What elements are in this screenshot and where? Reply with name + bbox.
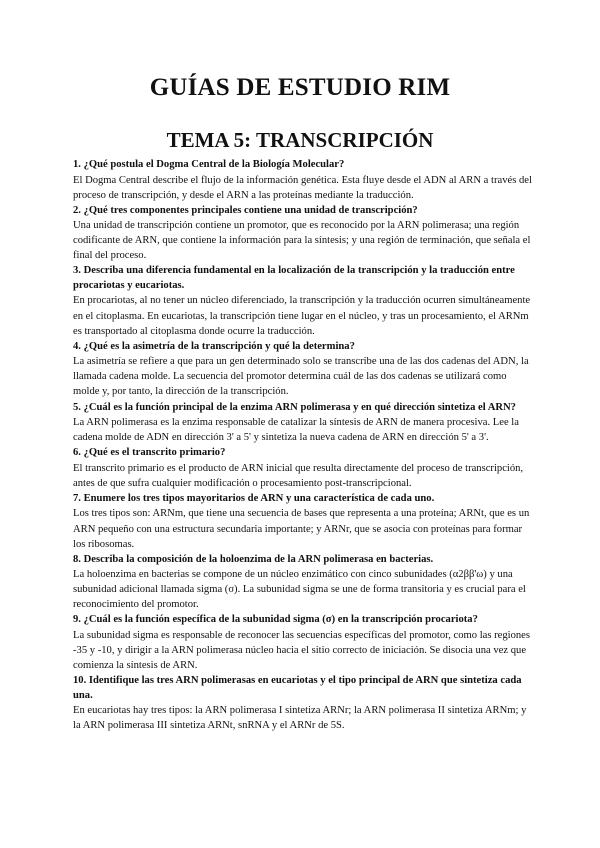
qa-item-9 xyxy=(73,613,535,673)
question: 5. ¿Cuál es la función principal de la enzima ARN polimerasa y en qué dirección sintetiza el ARN? xyxy=(73,401,516,413)
question: 4. ¿Qué es la asimetría de la transcripción y qué la determina? xyxy=(73,340,355,352)
question: 10. Identifique las tres ARN polimerasas en eucariotas y el tipo principal de ARN que sintetiza cada una. xyxy=(73,675,522,701)
document-title: GUÍAS DE ESTUDIO RIM xyxy=(149,74,451,101)
question: 3. Describa una diferencia fundamental en la localización de la transcripción y la traducción entre procariotas y eucariotas. xyxy=(73,265,515,291)
answer: Una unidad de transcripción contiene un promotor, que es reconocido por la ARN polimerasa; una región codificante de ARN, que contiene la información para la síntesis; y una región de terminación, que señala el final del proceso. xyxy=(73,220,531,262)
answer: Los tres tipos son: ARNm, que tiene una secuencia de bases que representa a una proteína; ARNt, que es un ARN pequeño con una estructura secundaria importante; y ARNr, que se asocia con proteínas para formar los ribosomas. xyxy=(73,508,530,550)
qa-list xyxy=(73,158,535,734)
qa-item-3 xyxy=(73,264,535,338)
answer: En eucariotas hay tres tipos: la ARN polimerasa I sintetiza ARNr; la ARN polimerasa II sintetiza ARNm; y la ARN polimerasa III sintetiza ARNt, snRNA y el ARNr de 5S. xyxy=(73,705,527,732)
answer: La asimetría se refiere a que para un gen determinado solo se transcribe una de las dos cadenas del ADN, la llamada cadena molde. La secuencia del promotor determina cuál de las dos cadenas se utilizará como molde y, por tanto, la dirección de la transcripción. xyxy=(73,356,529,398)
qa-item-6 xyxy=(73,446,535,491)
answer: La subunidad sigma es responsable de reconocer las secuencias específicas del promotor, como las regiones -35 y -10, y dirigir a la ARN polimerasa núcleo hacia el sitio correcto de iniciación. Se disocia una vez que comienza la síntesis de ARN. xyxy=(73,629,531,672)
qa-item-8 xyxy=(73,553,535,613)
answer: La ARN polimerasa es la enzima responsable de catalizar la síntesis de ARN de manera procesiva. Lee la cadena molde de ADN en dirección 3' a 5' y sintetiza la nueva cadena de ARN en dirección 5' a 3'. xyxy=(73,417,519,444)
question: 8. Describa la composición de la holoenzima de la ARN polimerasa en bacterias. xyxy=(73,553,434,565)
question: 6. ¿Qué es el transcrito primario? xyxy=(73,447,226,459)
qa-item-7 xyxy=(73,492,535,552)
answer: En procariotas, al no tener un núcleo diferenciado, la transcripción y la traducción ocurren simultáneamente en el citoplasma. En eucariotas, la transcripción tiene lugar en el núcleo, y tras un procesamiento, el ARNm es transportado al citoplasma donde ocurre la traducción. xyxy=(73,295,531,337)
answer: El Dogma Central describe el flujo de la información genética. Esta fluye desde el ADN al ARN a través del proceso de transcripción, y desde el ARN a las proteínas mediante la traducción. xyxy=(73,174,532,201)
qa-item-4 xyxy=(73,340,535,400)
qa-item-10 xyxy=(73,674,535,733)
question: 2. ¿Qué tres componentes principales contiene una unidad de transcripción? xyxy=(73,204,418,216)
topic-title: TEMA 5: TRANSCRIPCIÓN xyxy=(166,128,434,152)
qa-item-1 xyxy=(73,158,535,203)
answer: El transcrito primario es el producto de ARN inicial que resulta directamente del proceso de transcripción, antes de que sufra cualquier modificación o procesamiento post-transcripcional. xyxy=(73,462,524,489)
qa-item-5 xyxy=(73,401,535,446)
qa-item-2 xyxy=(73,204,535,264)
question: 7. Enumere los tres tipos mayoritarios de ARN y una característica de cada uno. xyxy=(73,492,435,504)
answer: La holoenzima en bacterias se compone de un núcleo enzimático con cinco subunidades (α2ββ'ω) y una subunidad adicional llamada sigma (σ). La subunidad sigma se une de forma transitoria y es crucial para el reconocimiento del promotor. xyxy=(73,569,526,611)
question: 1. ¿Qué postula el Dogma Central de la Biología Molecular? xyxy=(73,159,345,170)
question: 9. ¿Cuál es la función específica de la subunidad sigma (σ) en la transcripción procariota? xyxy=(73,614,478,626)
